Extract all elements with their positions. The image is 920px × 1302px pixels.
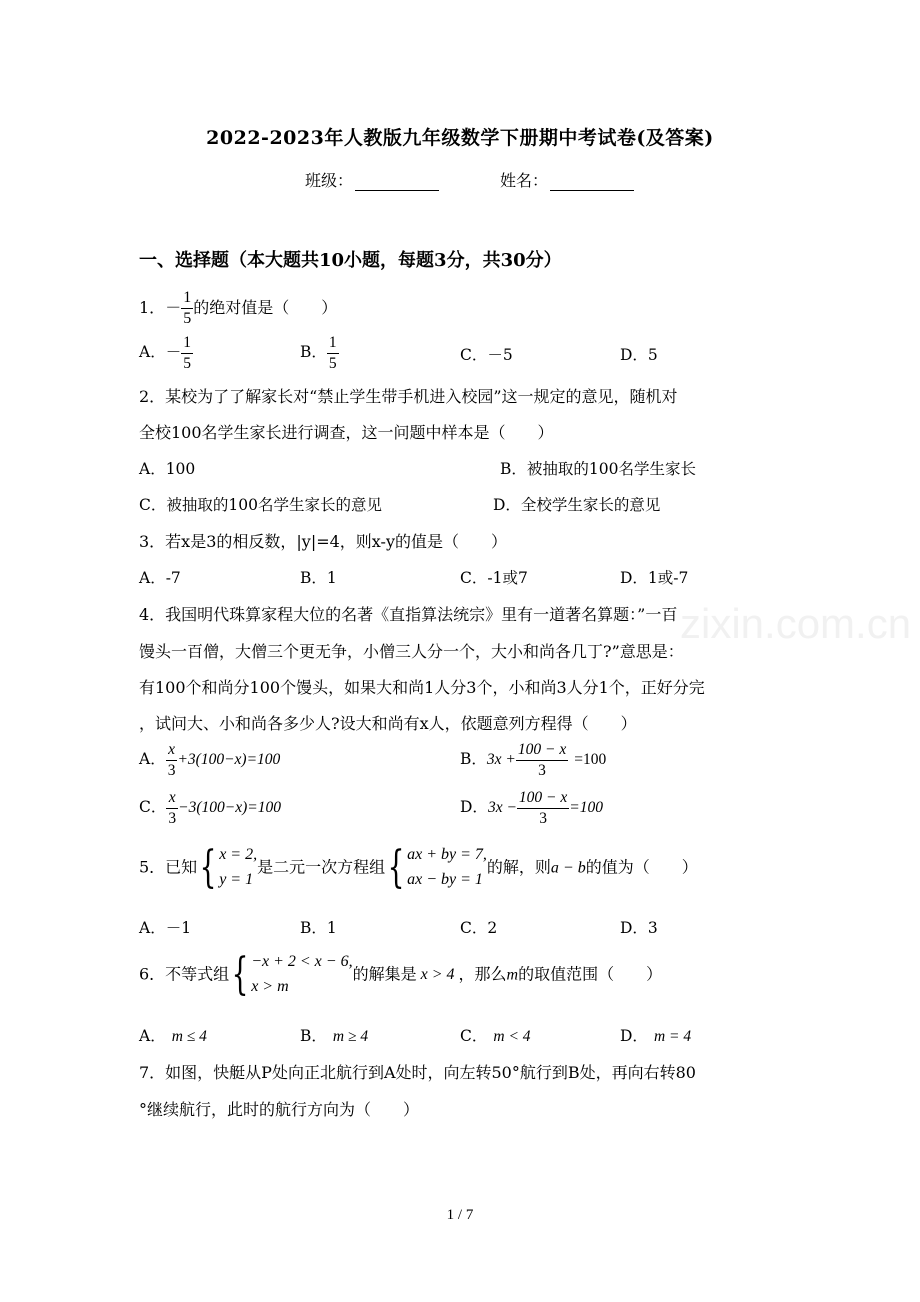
q4-line1: 4．我国明代珠算家程大位的名著《直指算法统宗》里有一道著名算题：”一百 [139,605,678,624]
q6-system: −x + 2 < x − 6, x > m [251,953,353,995]
page-number: 1 / 7 [446,1207,474,1223]
name-blank [550,172,634,191]
page-title: 2022-2023年人教版九年级数学下册期中考试卷(及答案) [206,127,714,149]
q1-option-c: C．－5 [460,346,513,364]
q1-number: 1． [139,298,166,317]
q3-option-d: D．1或-7 [620,569,689,587]
q1-option-a: A．－ $\frac{1}{5}$ [139,334,191,372]
q1-option-d: D．5 [620,346,658,364]
q6-option-a: A． m ≤ 4 [139,1027,207,1045]
q4-option-b: B．3x + $\frac{100 - x}{3}$ =100 [460,741,607,779]
q7-line1: 7．如图，快艇从P处向正北航行到A处时，向左转50°航行到B处，再向右转80 [139,1063,696,1082]
question-1 [139,290,337,327]
q1-option-b: B． $\frac{1}{5}$ [300,334,337,372]
q5-system: ax + by = 7, ax − by = 1 [407,846,487,888]
q2-option-d: D．全校学生家长的意见 [493,496,661,514]
q5-option-a: A．－1 [139,919,192,937]
q4-option-a: A． $\frac{x}{3}$ +3(100−x)=100 [139,741,281,779]
q2-line1: 2．某校为了了解家长对“禁止学生带手机进入校园”这一规定的意见，随机对 [139,387,678,406]
q6-option-b: B． m ≥ 4 [300,1027,369,1045]
q4-line4: ，试问大、小和尚各多少人?设大和尚有x人，依题意列方程得（ ） [139,714,637,733]
name-field [500,168,634,191]
q7-line2: °继续航行，此时的航行方向为（ ） [139,1100,420,1119]
q5-option-c: C．2 [460,919,498,937]
q1-neg: － [165,298,182,317]
q5-option-d: D．3 [620,919,658,937]
q1-stem: 的绝对值是（ ） [193,298,338,317]
q3-option-a: A．-7 [139,569,181,587]
q4-option-c: C． $\frac{x}{3}$ −3(100−x)=100 [139,789,281,827]
q2-option-b: B．被抽取的100名学生家长 [500,460,696,478]
q2-option-c: C．被抽取的100名学生家长的意见 [139,496,382,514]
q1-fraction: $\frac{1}{5}$ [183,289,192,327]
q4-line3: 有100个和尚分100个馒头，如果大和尚1人分3个，小和尚3人分1个，正好分完 [139,678,705,697]
watermark: zixin.com.cn [680,600,912,647]
section-heading: 一、选择题（本大题共10小题，每题3分，共30分） [139,250,562,271]
name-label: 姓名： [500,171,549,190]
class-field [305,168,439,191]
question-6: 6．不等式组{ −x + 2 < x − 6, x > m的解集是 x > 4 ，那么m的取值范围（ ） [139,948,663,1000]
q4-line2: 馒头一百僧，大僧三个更无争，小僧三人分一个，大小和尚各几丁?”意思是： [139,642,684,661]
q3-option-c: C．-1或7 [460,569,528,587]
q3-stem: 3．若x是3的相反数，|y|=4，则x-y的值是（ ） [139,532,507,551]
class-label: 班级： [305,171,354,190]
class-blank [355,172,439,191]
q3-option-b: B．1 [300,569,337,587]
q6-option-c: C． m < 4 [460,1027,531,1045]
q2-line2: 全校100名学生家长进行调查，这一问题中样本是（ ） [139,423,554,442]
q6-option-d: D． m = 4 [620,1027,692,1045]
q4-option-d: D．3x − $\frac{100 - x}{3}$ =100 [460,789,603,827]
q2-option-a: A．100 [139,460,196,478]
q5-solution: x = 2, y = 1 [219,846,258,888]
question-5: 5．已知{ x = 2, y = 1是二元一次方程组{ ax + by = 7, ax − by = 1的解，则a − b的值为（ ） [139,841,698,893]
q5-option-b: B．1 [300,919,337,937]
